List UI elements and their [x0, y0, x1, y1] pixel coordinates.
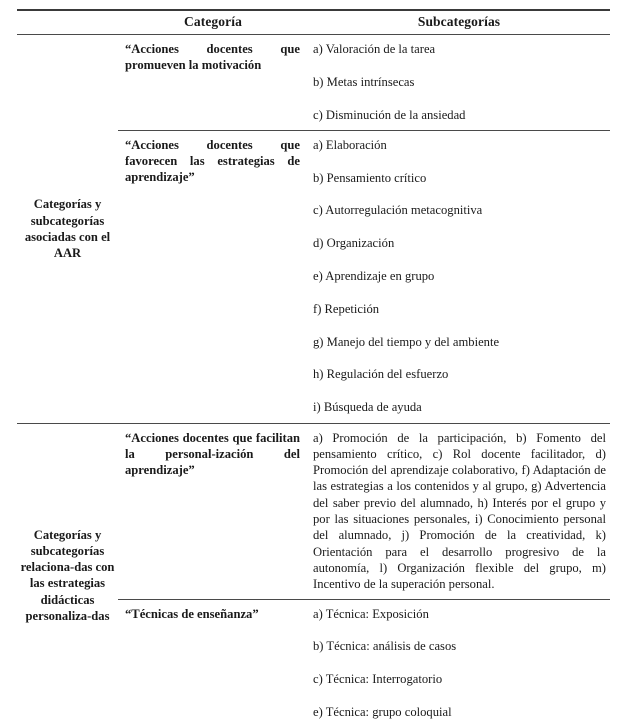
list-item: b) Técnica: análisis de casos: [313, 638, 606, 654]
category-label-tecnicas-ensenanza: “Técnicas de enseñanza”: [118, 599, 308, 727]
list-item: c) Autorregulación metacognitiva: [313, 202, 606, 218]
list-item: f) Repetición: [313, 301, 606, 317]
list-item: d) Organización: [313, 235, 606, 251]
group-label-personalizadas: Categorías y subcategorías relaciona-das con las estrategias didácticas personaliza-das: [17, 423, 118, 727]
category-label-personalizacion: “Acciones docentes que facilitan la personal-ización del aprendizaje”: [118, 423, 308, 599]
table-body: [17, 35, 610, 727]
table-row: [17, 423, 610, 599]
column-header-group: [17, 10, 118, 35]
subcategory-items: [313, 137, 606, 416]
subcategory-list-tecnicas-ensenanza: [308, 599, 610, 727]
subcategory-items: [313, 41, 606, 123]
list-item: i) Búsqueda de ayuda: [313, 399, 606, 415]
category-label-estrategias-aprendizaje: “Acciones docentes que favorecen las estrategias de aprendizaje”: [118, 130, 308, 423]
list-item: c) Técnica: Interrogatorio: [313, 671, 606, 687]
subcategory-list-estrategias-aprendizaje: [308, 130, 610, 423]
subcategory-paragraph-personalizacion: [308, 423, 610, 599]
column-header-subcategorias: Subcategorías: [308, 10, 610, 35]
list-item: a) Elaboración: [313, 137, 606, 153]
list-item: a) Valoración de la tarea: [313, 41, 606, 57]
category-label-motivacion: “Acciones docentes que promueven la motivación: [118, 35, 308, 131]
list-item: h) Regulación del esfuerzo: [313, 366, 606, 382]
list-item: g) Manejo del tiempo y del ambiente: [313, 334, 606, 350]
table-row: [17, 35, 610, 131]
list-item: e) Aprendizaje en grupo: [313, 268, 606, 284]
list-item: e) Técnica: grupo coloquial: [313, 704, 606, 720]
subcategory-items: [313, 606, 606, 721]
subcategory-list-motivacion: [308, 35, 610, 131]
table-header: [17, 10, 610, 35]
paragraph-text: a) Promoción de la participación, b) Fomento del pensamiento crítico, c) Rol docente facilitador, d) Promoción del aprendizaje colaborativo, f) Adaptación de las estrategias a los contenidos y al grupo, g) Advertencia del saber previo del alumnado, h) Interés por el grupo y por las situaciones personales, i) Conocimiento personal del alumnado, j) Promoción de la creatividad, k) Orientación para el desarrollo progresivo de la autonomía, l) Organización flexible del grupo, m) Incentivo de la superación personal.: [313, 430, 606, 593]
group-label-aar: Categorías y subcategorías asociadas con el AAR: [17, 35, 118, 424]
categories-subcategories-table: [17, 9, 610, 727]
table-header-row: [17, 10, 610, 35]
list-item: c) Disminución de la ansiedad: [313, 107, 606, 123]
list-item: a) Técnica: Exposición: [313, 606, 606, 622]
list-item: b) Pensamiento crítico: [313, 170, 606, 186]
list-item: b) Metas intrínsecas: [313, 74, 606, 90]
column-header-categoria: Categoría: [118, 10, 308, 35]
